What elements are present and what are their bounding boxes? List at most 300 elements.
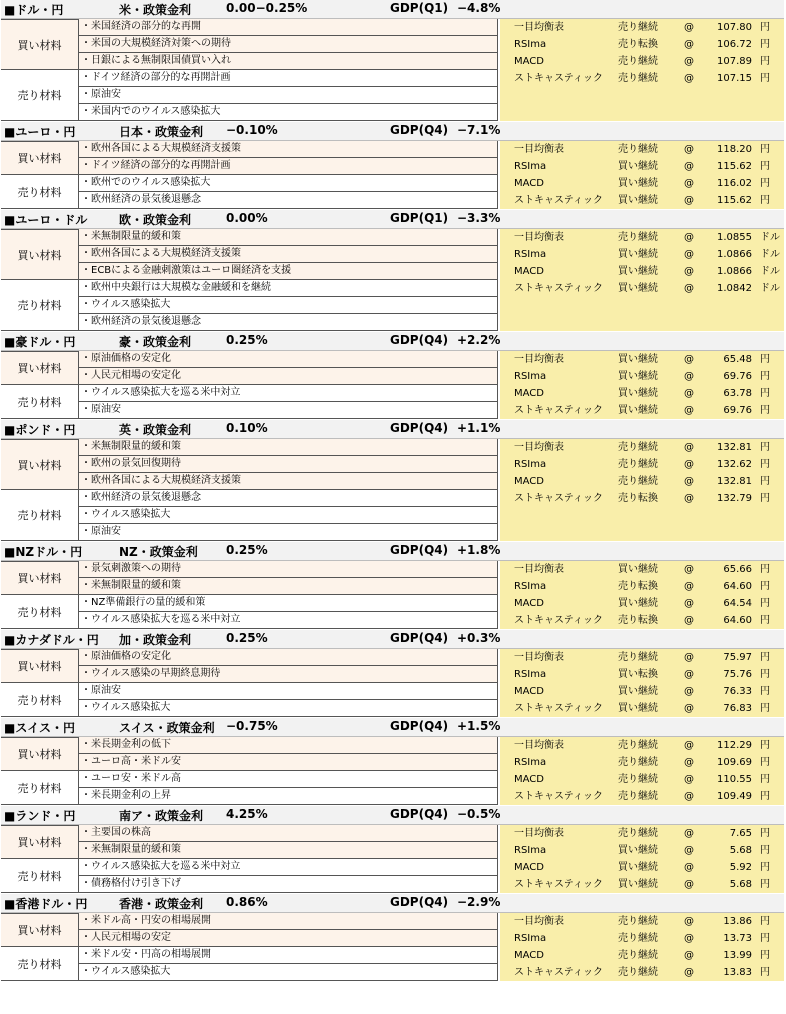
at-symbol: @ — [684, 22, 694, 33]
buy-material-item: ・原油価格の安定化 — [79, 351, 498, 368]
signal-price: 13.86 — [723, 916, 752, 927]
header-gdp-label: GDP(Q1) — [390, 1, 449, 15]
technical-signal-row — [500, 263, 784, 280]
indicator-name: ストキャスティック — [514, 879, 603, 890]
technical-signal-row — [500, 473, 784, 490]
at-symbol: @ — [684, 703, 694, 714]
buy-materials-label: 買い材料 — [1, 649, 79, 683]
pair-header — [1, 332, 784, 351]
header-gdp: −2.9% — [457, 895, 501, 909]
buy-material-item: ・ウイルス感染の早期終息期待 — [79, 666, 498, 683]
technical-signal-row — [500, 737, 784, 754]
at-symbol: @ — [684, 354, 694, 365]
price-unit: 円 — [760, 845, 770, 856]
pair-header — [1, 122, 784, 141]
technical-signal-row — [500, 595, 784, 612]
buy-materials-label: 買い材料 — [1, 439, 79, 490]
header-gdp-label: GDP(Q1) — [390, 211, 449, 225]
sell-materials-label: 売り材料 — [1, 771, 79, 805]
sell-materials-label: 売り材料 — [1, 385, 79, 419]
header-rate: 0.00−0.25% — [226, 1, 308, 15]
signal-price: 64.60 — [723, 615, 752, 626]
technical-signal-row — [500, 612, 784, 629]
indicator-name: MACD — [514, 598, 544, 609]
sell-material-item: ・原油安 — [79, 524, 498, 541]
price-unit: ドル — [760, 249, 780, 260]
header-gdp-label: GDP(Q4) — [390, 719, 449, 733]
indicator-name: RSIma — [514, 371, 547, 382]
signal-value: 売り継続 — [618, 757, 658, 768]
price-unit: 円 — [760, 828, 770, 839]
technical-signal-row — [500, 175, 784, 192]
indicator-name: 一目均衡表 — [514, 354, 564, 365]
at-symbol: @ — [684, 828, 694, 839]
header-policy: 南ア・政策金利 — [119, 809, 204, 823]
price-unit: 円 — [760, 73, 770, 84]
sell-materials-label: 売り材料 — [1, 947, 79, 981]
sell-material-item: ・ウイルス感染拡大 — [79, 507, 498, 524]
header-policy: 豪・政策金利 — [119, 335, 192, 349]
indicator-name: MACD — [514, 862, 544, 873]
signal-price: 75.97 — [723, 652, 752, 663]
signal-value: 買い継続 — [618, 161, 658, 172]
price-unit: 円 — [760, 459, 770, 470]
sell-material-item: ・ウイルス感染拡大を巡る米中対立 — [79, 612, 498, 629]
header-rate: 0.86% — [226, 895, 268, 909]
technical-signal-row — [500, 561, 784, 578]
header-policy: 日本・政策金利 — [119, 125, 204, 139]
buy-material-item: ・ECBによる金融刺激策はユーロ圏経済を支援 — [79, 263, 498, 280]
header-gdp: −4.8% — [457, 1, 501, 15]
at-symbol: @ — [684, 73, 694, 84]
signal-price: 132.62 — [717, 459, 752, 470]
header-policy: NZ・政策金利 — [119, 545, 198, 559]
price-unit: 円 — [760, 774, 770, 785]
price-unit: 円 — [760, 916, 770, 927]
technical-signal-row — [500, 280, 784, 297]
at-symbol: @ — [684, 56, 694, 67]
header-pair: ■ユーロ・ドル — [4, 213, 88, 227]
price-unit: 円 — [760, 22, 770, 33]
indicator-name: RSIma — [514, 933, 547, 944]
at-symbol: @ — [684, 266, 694, 277]
buy-materials-label: 買い材料 — [1, 141, 79, 175]
technical-signal-row — [500, 192, 784, 209]
pair-section — [0, 894, 786, 982]
signal-value: 売り継続 — [618, 740, 658, 751]
at-symbol: @ — [684, 161, 694, 172]
buy-materials-label: 買い材料 — [1, 913, 79, 947]
buy-material-item: ・人民元相場の安定化 — [79, 368, 498, 385]
price-unit: 円 — [760, 791, 770, 802]
signal-value: 売り継続 — [618, 791, 658, 802]
signal-price: 13.73 — [723, 933, 752, 944]
price-unit: ドル — [760, 266, 780, 277]
at-symbol: @ — [684, 791, 694, 802]
technical-signal-row — [500, 947, 784, 964]
indicator-name: 一目均衡表 — [514, 828, 564, 839]
indicator-name: RSIma — [514, 757, 547, 768]
buy-material-item: ・米無制限量的緩和策 — [79, 229, 498, 246]
pair-section — [0, 122, 786, 210]
technical-signals-panel — [500, 229, 784, 331]
technical-signal-row — [500, 36, 784, 53]
price-unit: 円 — [760, 757, 770, 768]
at-symbol: @ — [684, 442, 694, 453]
at-symbol: @ — [684, 933, 694, 944]
pair-header — [1, 894, 784, 913]
header-rate: −0.10% — [226, 123, 278, 137]
signal-value: 売り継続 — [618, 774, 658, 785]
indicator-name: RSIma — [514, 161, 547, 172]
sell-materials-label: 売り材料 — [1, 683, 79, 717]
technical-signal-row — [500, 649, 784, 666]
signal-price: 109.49 — [717, 791, 752, 802]
price-unit: 円 — [760, 862, 770, 873]
buy-material-item: ・米無制限量的緩和策 — [79, 578, 498, 595]
signal-value: 売り継続 — [618, 56, 658, 67]
signal-price: 132.81 — [717, 476, 752, 487]
buy-material-item: ・ユーロ高・米ドル安 — [79, 754, 498, 771]
header-gdp: +1.1% — [457, 421, 501, 435]
signal-value: 売り継続 — [618, 652, 658, 663]
indicator-name: RSIma — [514, 39, 547, 50]
price-unit: 円 — [760, 354, 770, 365]
header-pair: ■ユーロ・円 — [4, 125, 76, 139]
header-rate: 0.10% — [226, 421, 268, 435]
signal-value: 売り継続 — [618, 22, 658, 33]
buy-material-item: ・欧州各国による大規模経済支援策 — [79, 246, 498, 263]
sell-material-item: ・原油安 — [79, 402, 498, 419]
technical-signal-row — [500, 578, 784, 595]
signal-value: 買い継続 — [618, 178, 658, 189]
indicator-name: ストキャスティック — [514, 615, 603, 626]
signal-value: 売り継続 — [618, 828, 658, 839]
technical-signals-panel — [500, 561, 784, 629]
price-unit: 円 — [760, 161, 770, 172]
header-pair: ■豪ドル・円 — [4, 335, 76, 349]
pair-section — [0, 332, 786, 420]
price-unit: 円 — [760, 195, 770, 206]
signal-price: 5.68 — [729, 879, 752, 890]
price-unit: 円 — [760, 652, 770, 663]
signal-price: 1.0855 — [717, 232, 752, 243]
pair-section — [0, 210, 786, 332]
technical-signals-panel — [500, 913, 784, 981]
sell-material-item: ・ウイルス感染拡大 — [79, 297, 498, 314]
indicator-name: ストキャスティック — [514, 195, 603, 206]
signal-price: 115.62 — [717, 195, 752, 206]
header-policy: 米・政策金利 — [119, 3, 192, 17]
signal-price: 13.99 — [723, 950, 752, 961]
technical-signals-panel — [500, 141, 784, 209]
technical-signal-row — [500, 913, 784, 930]
pair-header — [1, 210, 784, 229]
pair-header — [1, 630, 784, 649]
signal-value: 買い継続 — [618, 283, 658, 294]
technical-signal-row — [500, 490, 784, 507]
buy-materials-label: 買い材料 — [1, 351, 79, 385]
price-unit: 円 — [760, 493, 770, 504]
price-unit: 円 — [760, 740, 770, 751]
price-unit: 円 — [760, 703, 770, 714]
header-policy: スイス・政策金利 — [119, 721, 215, 735]
at-symbol: @ — [684, 232, 694, 243]
price-unit: 円 — [760, 879, 770, 890]
signal-price: 65.48 — [723, 354, 752, 365]
pair-section — [0, 718, 786, 806]
signal-value: 売り継続 — [618, 459, 658, 470]
buy-material-item: ・人民元相場の安定 — [79, 930, 498, 947]
sell-material-item: ・原油安 — [79, 87, 498, 104]
signal-value: 売り継続 — [618, 232, 658, 243]
header-policy: 加・政策金利 — [119, 633, 192, 647]
buy-material-item: ・主要国の株高 — [79, 825, 498, 842]
indicator-name: MACD — [514, 950, 544, 961]
signal-price: 63.78 — [723, 388, 752, 399]
signal-value: 買い継続 — [618, 879, 658, 890]
signal-value: 売り継続 — [618, 967, 658, 978]
header-gdp-label: GDP(Q4) — [390, 807, 449, 821]
indicator-name: MACD — [514, 56, 544, 67]
indicator-name: RSIma — [514, 581, 547, 592]
technical-signals-panel — [500, 19, 784, 121]
sell-material-item: ・NZ準備銀行の量的緩和策 — [79, 595, 498, 612]
signal-value: 買い継続 — [618, 564, 658, 575]
header-policy: 英・政策金利 — [119, 423, 192, 437]
signal-value: 買い継続 — [618, 598, 658, 609]
signal-price: 69.76 — [723, 371, 752, 382]
indicator-name: ストキャスティック — [514, 73, 603, 84]
price-unit: 円 — [760, 405, 770, 416]
signal-value: 買い継続 — [618, 266, 658, 277]
signal-value: 売り転換 — [618, 615, 658, 626]
price-unit: 円 — [760, 686, 770, 697]
signal-price: 106.72 — [717, 39, 752, 50]
signal-value: 売り継続 — [618, 933, 658, 944]
buy-material-item: ・欧州各国による大規模経済支援策 — [79, 141, 498, 158]
sell-material-item: ・欧州中央銀行は大規模な金融緩和を継続 — [79, 280, 498, 297]
at-symbol: @ — [684, 916, 694, 927]
technical-signal-row — [500, 439, 784, 456]
technical-signal-row — [500, 456, 784, 473]
signal-price: 76.83 — [723, 703, 752, 714]
header-rate: 0.00% — [226, 211, 268, 225]
pair-header — [1, 806, 784, 825]
technical-signals-panel — [500, 439, 784, 541]
signal-price: 1.0866 — [717, 249, 752, 260]
at-symbol: @ — [684, 774, 694, 785]
signal-value: 買い継続 — [618, 845, 658, 856]
signal-value: 売り継続 — [618, 144, 658, 155]
technical-signal-row — [500, 700, 784, 717]
indicator-name: 一目均衡表 — [514, 232, 564, 243]
buy-material-item: ・米長期金利の低下 — [79, 737, 498, 754]
indicator-name: 一目均衡表 — [514, 740, 564, 751]
header-rate: 0.25% — [226, 333, 268, 347]
pair-section — [0, 420, 786, 542]
header-gdp: −0.5% — [457, 807, 501, 821]
signal-price: 69.76 — [723, 405, 752, 416]
header-gdp: +0.3% — [457, 631, 501, 645]
technical-signal-row — [500, 141, 784, 158]
header-gdp: +2.2% — [457, 333, 501, 347]
price-unit: 円 — [760, 56, 770, 67]
signal-value: 売り継続 — [618, 442, 658, 453]
indicator-name: ストキャスティック — [514, 703, 603, 714]
buy-material-item: ・日銀による無制限国債買い入れ — [79, 53, 498, 70]
indicator-name: RSIma — [514, 669, 547, 680]
indicator-name: 一目均衡表 — [514, 144, 564, 155]
pair-header — [1, 542, 784, 561]
buy-material-item: ・景気刺激策への期待 — [79, 561, 498, 578]
sell-materials-label: 売り材料 — [1, 595, 79, 629]
technical-signal-row — [500, 351, 784, 368]
price-unit: ドル — [760, 283, 780, 294]
signal-value: 買い転換 — [618, 669, 658, 680]
signal-price: 107.89 — [717, 56, 752, 67]
sell-material-item: ・ドイツ経済の部分的な再開計画 — [79, 70, 498, 87]
signal-price: 116.02 — [717, 178, 752, 189]
price-unit: 円 — [760, 615, 770, 626]
signal-value: 買い継続 — [618, 405, 658, 416]
at-symbol: @ — [684, 249, 694, 260]
technical-signal-row — [500, 964, 784, 981]
header-gdp-label: GDP(Q4) — [390, 421, 449, 435]
header-pair: ■ドル・円 — [4, 3, 64, 17]
signal-value: 売り継続 — [618, 950, 658, 961]
buy-material-item: ・米国の大規模経済対策への期待 — [79, 36, 498, 53]
header-pair: ■ポンド・円 — [4, 423, 76, 437]
signal-price: 118.20 — [717, 144, 752, 155]
buy-material-item: ・原油価格の安定化 — [79, 649, 498, 666]
at-symbol: @ — [684, 757, 694, 768]
sell-material-item: ・欧州でのウイルス感染拡大 — [79, 175, 498, 192]
at-symbol: @ — [684, 405, 694, 416]
at-symbol: @ — [684, 178, 694, 189]
at-symbol: @ — [684, 144, 694, 155]
technical-signal-row — [500, 859, 784, 876]
price-unit: 円 — [760, 371, 770, 382]
at-symbol: @ — [684, 950, 694, 961]
sell-material-item: ・ユーロ安・米ドル高 — [79, 771, 498, 788]
price-unit: 円 — [760, 178, 770, 189]
signal-price: 13.83 — [723, 967, 752, 978]
indicator-name: ストキャスティック — [514, 283, 603, 294]
signal-price: 112.29 — [717, 740, 752, 751]
signal-value: 買い継続 — [618, 354, 658, 365]
at-symbol: @ — [684, 845, 694, 856]
buy-material-item: ・ドイツ経済の部分的な再開計画 — [79, 158, 498, 175]
at-symbol: @ — [684, 564, 694, 575]
signal-value: 買い継続 — [618, 371, 658, 382]
pair-section — [0, 542, 786, 630]
at-symbol: @ — [684, 581, 694, 592]
price-unit: 円 — [760, 950, 770, 961]
buy-material-item: ・米ドル高・円安の相場展開 — [79, 913, 498, 930]
header-gdp-label: GDP(Q4) — [390, 123, 449, 137]
signal-value: 売り継続 — [618, 73, 658, 84]
at-symbol: @ — [684, 669, 694, 680]
at-symbol: @ — [684, 371, 694, 382]
sell-materials-label: 売り材料 — [1, 70, 79, 121]
indicator-name: 一目均衡表 — [514, 564, 564, 575]
indicator-name: 一目均衡表 — [514, 442, 564, 453]
buy-material-item: ・欧州の景気回復期待 — [79, 456, 498, 473]
price-unit: 円 — [760, 476, 770, 487]
indicator-name: MACD — [514, 774, 544, 785]
at-symbol: @ — [684, 195, 694, 206]
signal-value: 買い継続 — [618, 388, 658, 399]
at-symbol: @ — [684, 493, 694, 504]
header-policy: 香港・政策金利 — [119, 897, 204, 911]
indicator-name: MACD — [514, 388, 544, 399]
indicator-name: RSIma — [514, 845, 547, 856]
technical-signal-row — [500, 930, 784, 947]
price-unit: 円 — [760, 598, 770, 609]
signal-value: 買い継続 — [618, 686, 658, 697]
buy-materials-label: 買い材料 — [1, 561, 79, 595]
buy-materials-label: 買い材料 — [1, 825, 79, 859]
header-gdp-label: GDP(Q4) — [390, 333, 449, 347]
header-gdp: −7.1% — [457, 123, 501, 137]
header-gdp-label: GDP(Q4) — [390, 631, 449, 645]
technical-signal-row — [500, 842, 784, 859]
header-rate: 0.25% — [226, 631, 268, 645]
sell-material-item: ・債務格付け引き下げ — [79, 876, 498, 893]
header-gdp-label: GDP(Q4) — [390, 543, 449, 557]
signal-value: 売り転換 — [618, 581, 658, 592]
header-gdp: +1.5% — [457, 719, 501, 733]
signal-price: 110.55 — [717, 774, 752, 785]
sell-material-item: ・ウイルス感染拡大を巡る米中対立 — [79, 859, 498, 876]
signal-price: 65.66 — [723, 564, 752, 575]
buy-material-item: ・米無制限量的緩和策 — [79, 439, 498, 456]
technical-signal-row — [500, 158, 784, 175]
sell-materials-label: 売り材料 — [1, 859, 79, 893]
price-unit: ドル — [760, 232, 780, 243]
at-symbol: @ — [684, 686, 694, 697]
buy-materials-label: 買い材料 — [1, 229, 79, 280]
header-rate: −0.75% — [226, 719, 278, 733]
signal-price: 64.60 — [723, 581, 752, 592]
signal-price: 7.65 — [729, 828, 752, 839]
buy-materials-label: 買い材料 — [1, 19, 79, 70]
at-symbol: @ — [684, 476, 694, 487]
price-unit: 円 — [760, 669, 770, 680]
header-pair: ■NZドル・円 — [4, 545, 83, 559]
technical-signal-row — [500, 666, 784, 683]
pair-header — [1, 420, 784, 439]
header-rate: 4.25% — [226, 807, 268, 821]
price-unit: 円 — [760, 581, 770, 592]
technical-signal-row — [500, 368, 784, 385]
technical-signal-row — [500, 53, 784, 70]
technical-signals-panel — [500, 825, 784, 893]
signal-value: 売り転換 — [618, 39, 658, 50]
technical-signal-row — [500, 402, 784, 419]
indicator-name: ストキャスティック — [514, 493, 603, 504]
pair-section — [0, 806, 786, 894]
technical-signals-panel — [500, 351, 784, 419]
signal-price: 1.0866 — [717, 266, 752, 277]
technical-signal-row — [500, 683, 784, 700]
indicator-name: ストキャスティック — [514, 405, 603, 416]
sell-material-item: ・ウイルス感染拡大 — [79, 700, 498, 717]
signal-price: 5.68 — [729, 845, 752, 856]
header-pair: ■スイス・円 — [4, 721, 75, 735]
technical-signal-row — [500, 19, 784, 36]
